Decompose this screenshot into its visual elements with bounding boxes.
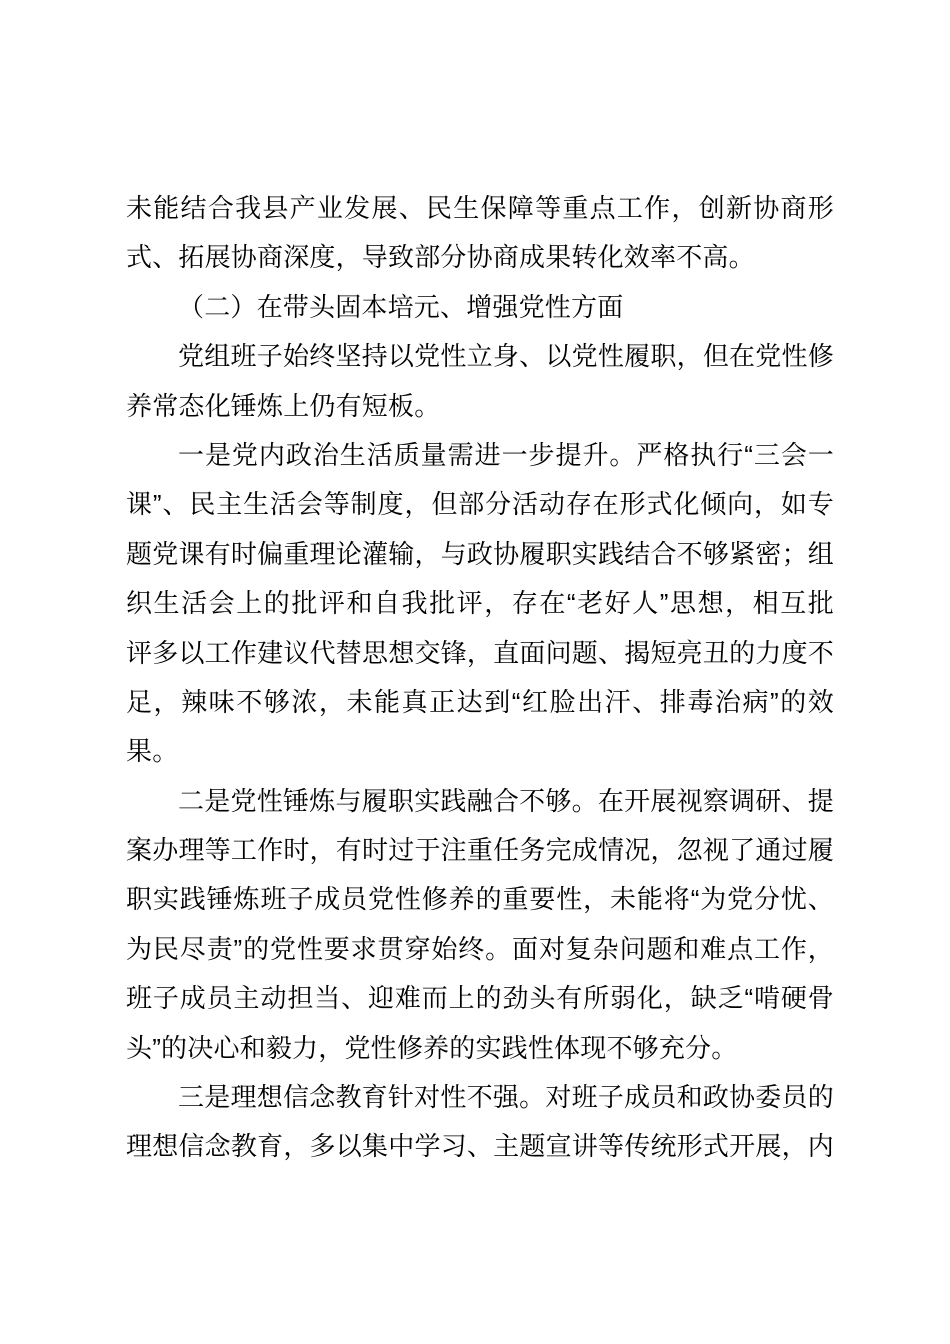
text-line: 班子成员主动担当、迎难而上的劲头有所弱化，缺乏“啃硬骨 (126, 983, 834, 1014)
section-heading-line: （二）在带头固本培元、增强党性方面 (178, 291, 624, 322)
text-line: 三是理想信念教育针对性不强。对班子成员和政协委员的 (178, 1082, 834, 1113)
text-line: 果。 (126, 736, 179, 767)
text-line: 未能结合我县产业发展、民生保障等重点工作，创新协商形 (126, 193, 834, 223)
text-line: 一是党内政治生活质量需进一步提升。严格执行“三会一 (178, 439, 834, 470)
text-line: 织生活会上的批评和自我批评，存在“老好人”思想，相互批 (126, 588, 834, 619)
text-line: 二是党性锤炼与履职实践融合不够。在开展视察调研、提 (178, 785, 834, 816)
text-line: 课”、民主生活会等制度，但部分活动存在形式化倾向，如专 (126, 489, 834, 520)
text-line: 题党课有时偏重理论灌输，与政协履职实践结合不够紧密；组 (126, 538, 834, 569)
text-line: 为民尽责”的党性要求贯穿始终。面对复杂问题和难点工作， (126, 933, 834, 964)
text-line: 职实践锤炼班子成员党性修养的重要性，未能将“为党分忧、 (126, 884, 834, 915)
text-line: 式、拓展协商深度，导致部分协商成果转化效率不高。 (126, 242, 755, 273)
text-line: 理想信念教育，多以集中学习、主题宣讲等传统形式开展，内 (126, 1131, 834, 1162)
text-line: 头”的决心和毅力，党性修养的实践性体现不够充分。 (126, 1032, 738, 1063)
text-line: 评多以工作建议代替思想交锋，直面问题、揭短亮丑的力度不 (126, 637, 834, 668)
text-line: 养常态化锤炼上仍有短板。 (126, 390, 441, 421)
document-body (126, 184, 834, 1172)
text-line: 案办理等工作时，有时过于注重任务完成情况，忽视了通过履 (126, 835, 834, 866)
text-line: 党组班子始终坚持以党性立身、以党性履职，但在党性修 (178, 341, 834, 372)
text-line: 足，辣味不够浓，未能真正达到“红脸出汗、排毒治病”的效 (126, 686, 834, 717)
